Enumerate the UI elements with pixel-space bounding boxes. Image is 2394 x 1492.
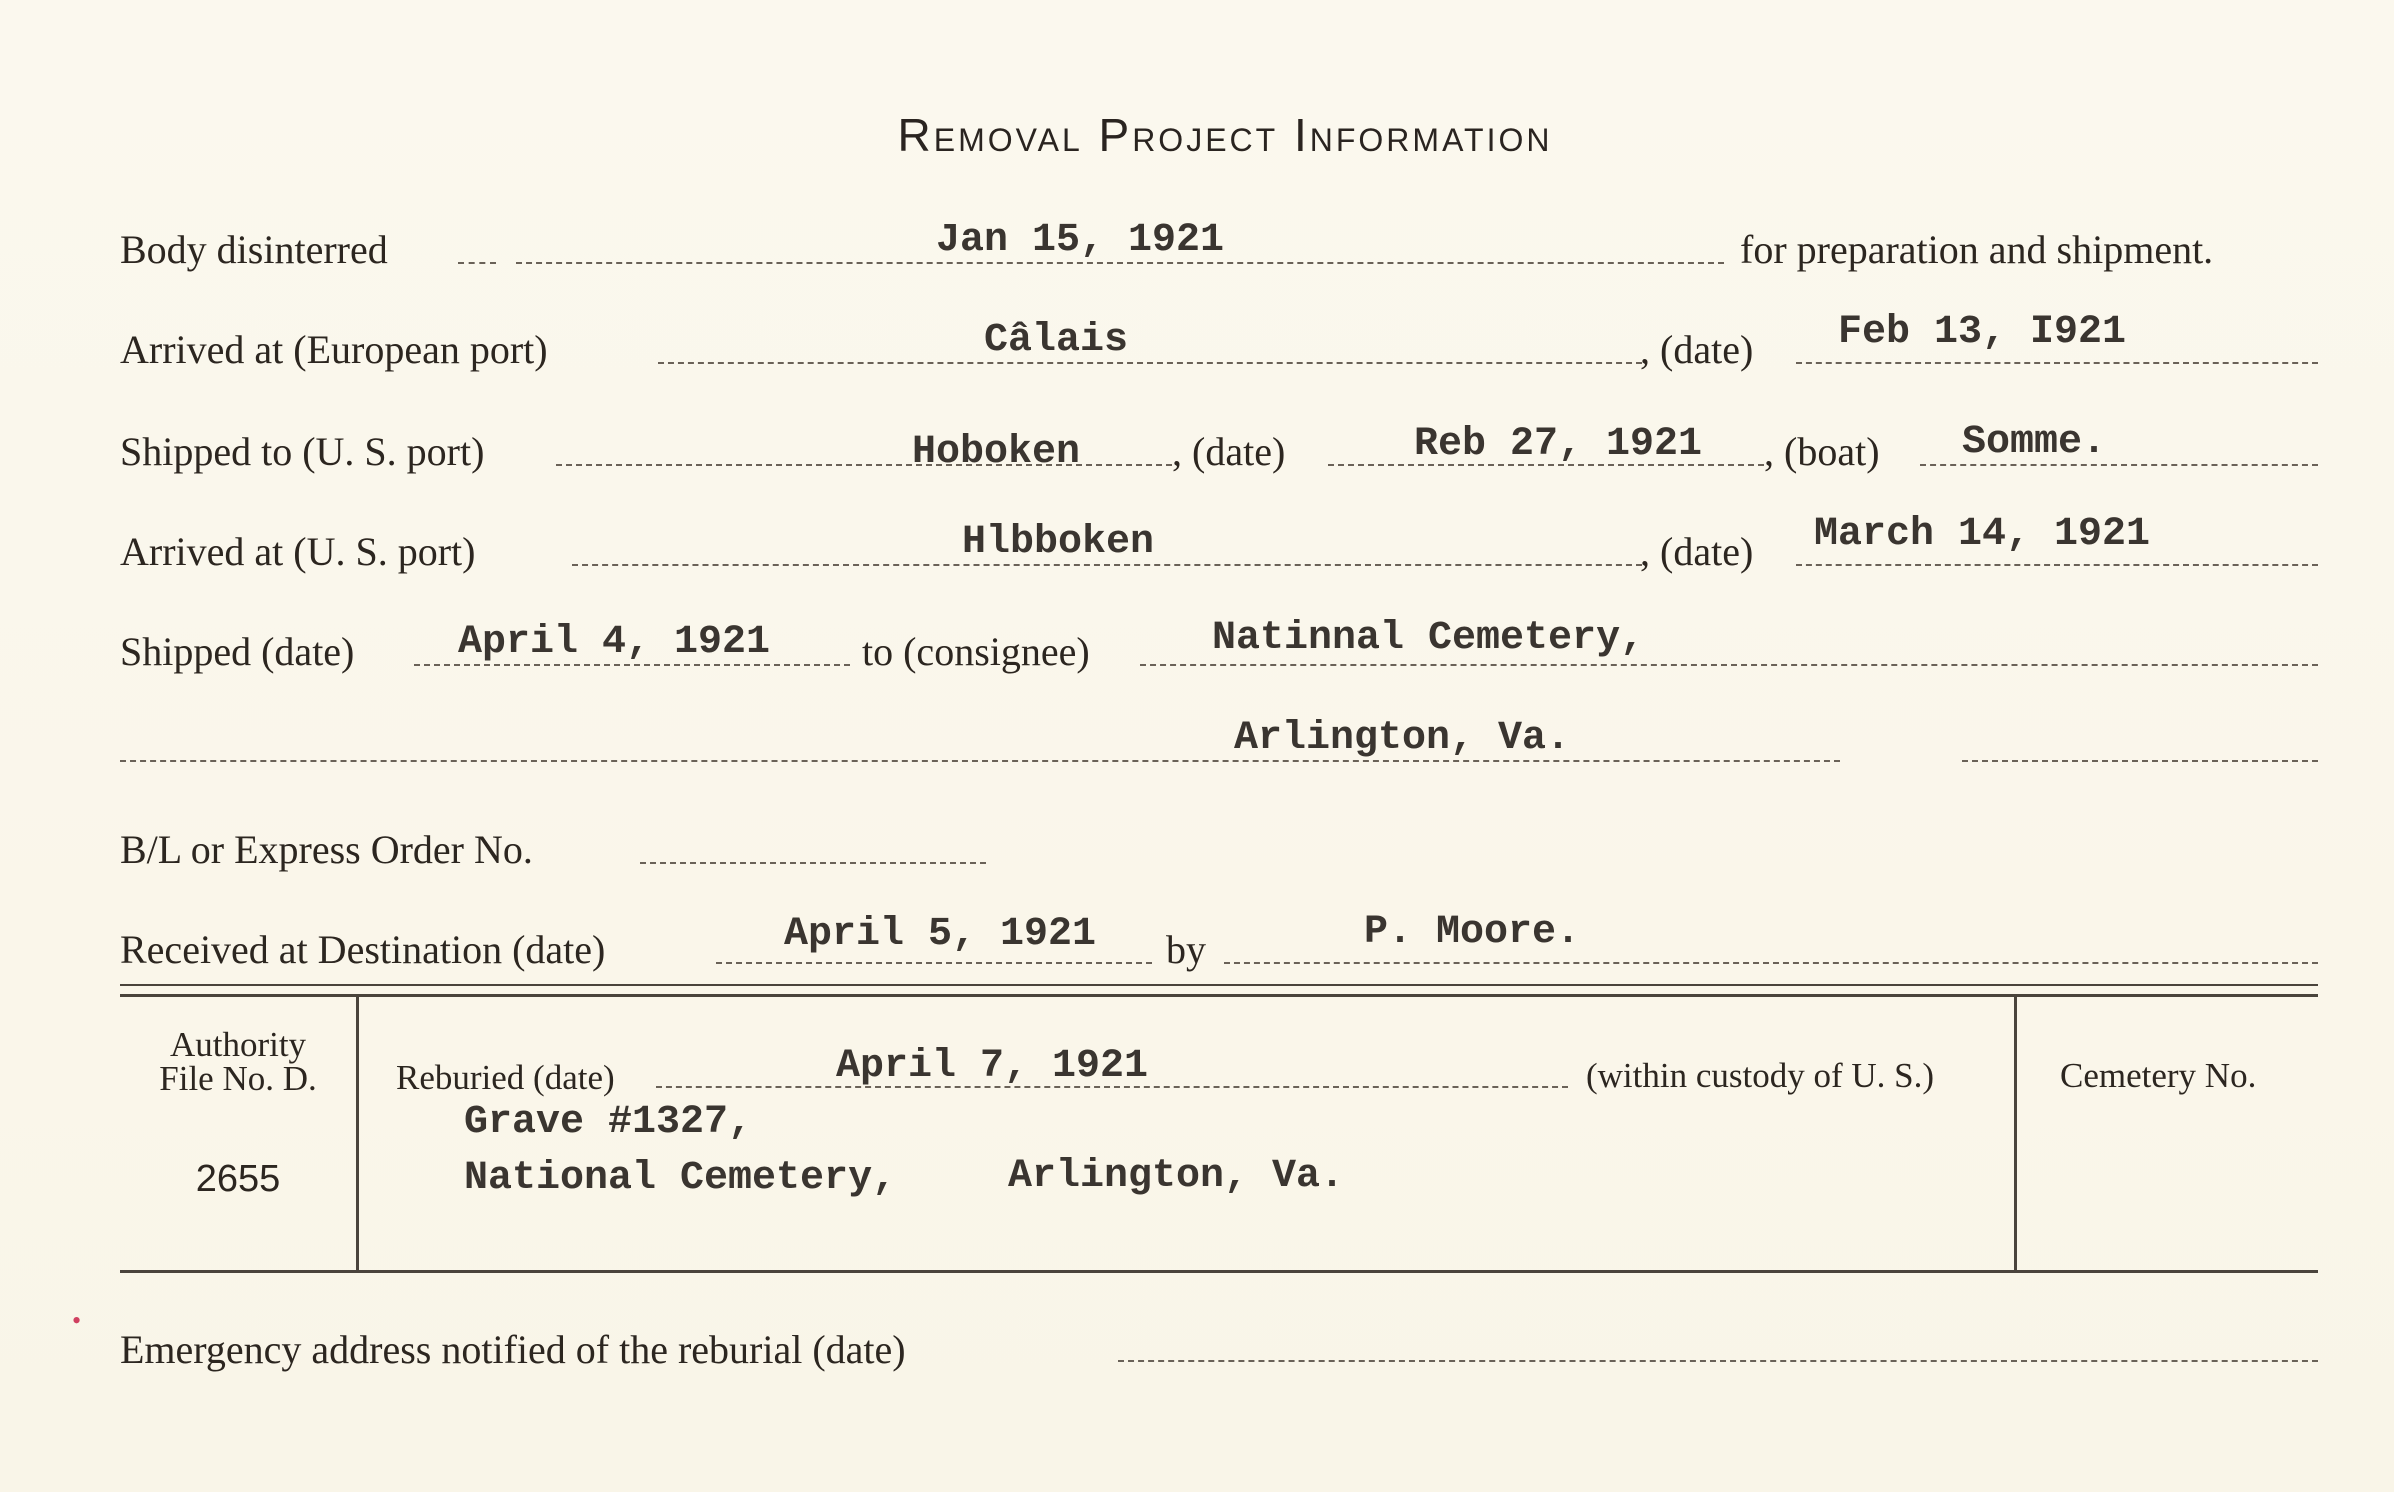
consignee-line xyxy=(1140,664,2318,666)
disinterred-label: Body disinterred xyxy=(120,227,388,272)
shipped-date-label: Shipped (date) xyxy=(120,629,355,674)
arrived-us-date-label: , (date) xyxy=(1640,529,1754,574)
shipped-us-boat-label: , (boat) xyxy=(1764,429,1880,474)
box-divider-right xyxy=(2014,997,2017,1270)
consignee-line-2a xyxy=(120,760,1840,762)
disinterred-leader xyxy=(458,262,496,264)
card-title: Removal Project Information xyxy=(897,109,1553,161)
arrived-eu-port: Câlais xyxy=(984,318,1129,363)
received-by: P. Moore. xyxy=(1364,910,1581,955)
grave-location: Arlington, Va. xyxy=(1008,1154,1345,1199)
received-date: April 5, 1921 xyxy=(784,912,1097,957)
bl-label: B/L or Express Order No. xyxy=(120,827,533,872)
emergency-line xyxy=(1118,1360,2318,1362)
authority-label xyxy=(130,1025,346,1098)
box-top-rule-1 xyxy=(120,984,2318,986)
consignee-label: to (consignee) xyxy=(862,629,1090,674)
emergency-label: Emergency address notified of the reburial (date) xyxy=(120,1327,906,1372)
authority-file-no: 2655 xyxy=(195,1158,281,1200)
reburied-date: April 7, 1921 xyxy=(836,1044,1149,1089)
grave-number: Grave #1327, xyxy=(464,1100,753,1145)
arrived-us-date: March 14, 1921 xyxy=(1814,512,2151,557)
arrived-us-port: Hlbboken xyxy=(962,520,1155,565)
arrived-eu-date-line xyxy=(1796,362,2318,364)
authority-label-line2: File No. D. xyxy=(159,1059,317,1098)
shipped-date: April 4, 1921 xyxy=(458,620,771,665)
shipped-us-date-label: , (date) xyxy=(1172,429,1286,474)
received-by-line xyxy=(1224,962,2318,964)
shipped-us-label: Shipped to (U. S. port) xyxy=(120,429,485,474)
grave-cemetery: National Cemetery, xyxy=(464,1156,897,1201)
custody-label: (within custody of U. S.) xyxy=(1586,1056,1935,1095)
shipped-us-date: Reb 27, 1921 xyxy=(1414,422,1703,467)
arrived-eu-date-label: , (date) xyxy=(1640,327,1754,372)
arrived-us-label: Arrived at (U. S. port) xyxy=(120,529,476,574)
cemetery-no-label: Cemetery No. xyxy=(2060,1056,2257,1095)
box-top-rule-2 xyxy=(120,994,2318,997)
received-label: Received at Destination (date) xyxy=(120,927,606,972)
arrived-eu-label: Arrived at (European port) xyxy=(120,327,548,372)
consignee-line-2b xyxy=(1962,760,2318,762)
arrived-eu-date: Feb 13, I921 xyxy=(1838,310,2127,355)
received-by-label: by xyxy=(1166,927,1206,972)
ink-mark: • xyxy=(72,1306,82,1335)
reburied-label: Reburied (date) xyxy=(396,1058,615,1097)
consignee-value-line2: Arlington, Va. xyxy=(1234,716,1571,761)
shipped-us-boat: Somme. xyxy=(1962,420,2107,465)
arrived-us-date-line xyxy=(1796,564,2318,566)
box-bottom-rule xyxy=(120,1270,2318,1273)
received-date-line xyxy=(716,962,1152,964)
disinterred-value: Jan 15, 1921 xyxy=(936,218,1225,263)
consignee-value: Natinnal Cemetery, xyxy=(1212,616,1645,661)
authority-label-line1: Authority xyxy=(169,1025,307,1064)
box-divider-left xyxy=(356,997,359,1270)
disinterred-suffix: for preparation and shipment. xyxy=(1740,227,2214,272)
arrived-eu-line xyxy=(658,362,1642,364)
bl-line xyxy=(640,862,986,864)
shipped-us-port: Hoboken xyxy=(912,430,1081,475)
